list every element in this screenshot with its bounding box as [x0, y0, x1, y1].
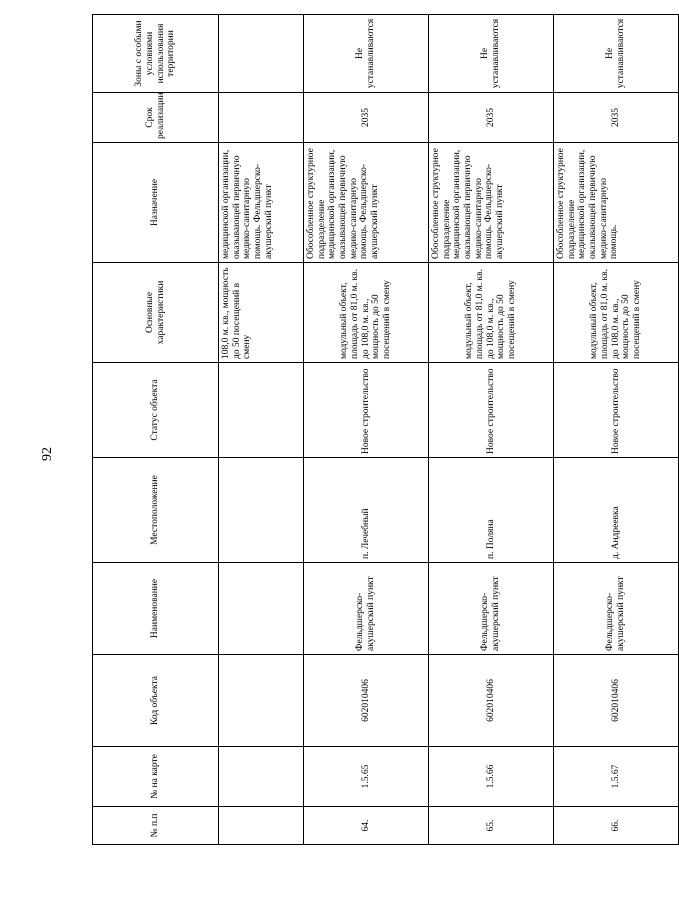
cell-empty: [219, 655, 304, 747]
cell-zones: Не устанавливаются: [429, 15, 554, 93]
header-term: Срок реализации: [93, 93, 219, 143]
cell-zones: Не устанавливаются: [554, 15, 679, 93]
table-row: [429, 15, 554, 845]
table-row: [554, 15, 679, 845]
table-frame: [92, 15, 642, 845]
cell-purpose: Обособленное структурное подразделение медицинской организации, оказывающей первичную медико-санитарную помощь. Фельдшерско-акушерский пункт: [429, 143, 554, 263]
cell-purpose: Обособленное структурное подразделение медицинской организации, оказывающей первичную медико-санитарную помощь. Фельдшерско-акушерский пункт: [304, 143, 429, 263]
cell-code: 602010406: [304, 655, 429, 747]
cell-characteristics: модульный объект, площадь от 81,0 м. кв. до 108,0 м. кв., мощность до 50 посещений в смену: [429, 263, 554, 363]
cell-empty: [219, 747, 304, 807]
table-row: [304, 15, 429, 845]
cell-status: Новое строительство: [304, 363, 429, 458]
header-characteristics: Основные характеристики: [93, 263, 219, 363]
cell-num: 65.: [429, 807, 554, 845]
cell-status: Новое строительство: [429, 363, 554, 458]
cell-empty: [219, 15, 304, 93]
cell-empty: [219, 807, 304, 845]
header-status: Статус объекта: [93, 363, 219, 458]
cell-term: 2035: [554, 93, 679, 143]
cell-term: 2035: [304, 93, 429, 143]
cell-empty: [219, 458, 304, 563]
cell-location: п. Поляна: [429, 458, 554, 563]
header-name: Наименование: [93, 563, 219, 655]
header-map-no: № на карте: [93, 747, 219, 807]
table-row-continuation: [219, 15, 304, 845]
cell-purpose: медицинской организации, оказывающей первичную медико-санитарную помощь. Фельдшерско-акушерский пункт: [219, 143, 304, 263]
table-header-row: [93, 15, 219, 845]
cell-location: п. Лечебный: [304, 458, 429, 563]
objects-table: [92, 14, 679, 845]
cell-characteristics: 108,0 м. кв., мощность до 50 посещений в смену: [219, 263, 304, 363]
header-code: Код объекта: [93, 655, 219, 747]
cell-zones: Не устанавливаются: [304, 15, 429, 93]
cell-characteristics: модульный объект, площадь от 81,0 м. кв. до 108,0 м. кв., мощность до 50 посещений в смену: [304, 263, 429, 363]
cell-empty: [219, 563, 304, 655]
cell-code: 602010406: [554, 655, 679, 747]
cell-term: 2035: [429, 93, 554, 143]
cell-num: 66.: [554, 807, 679, 845]
cell-name: Фельдшерско-акушерский пункт: [554, 563, 679, 655]
header-location: Местоположение: [93, 458, 219, 563]
cell-code: 602010406: [429, 655, 554, 747]
cell-map-no: 1.5.65: [304, 747, 429, 807]
header-purpose: Назначение: [93, 143, 219, 263]
cell-characteristics: модульный объект, площадь от 81,0 м. кв. до 108,0 м. кв., мощность до 50 посещений в смену: [554, 263, 679, 363]
cell-empty: [219, 93, 304, 143]
header-num: № п.п: [93, 807, 219, 845]
cell-purpose: Обособленное структурное подразделение медицинской организации, оказывающей первичную медико-санитарную помощь.: [554, 143, 679, 263]
cell-name: Фельдшерско-акушерский пункт: [304, 563, 429, 655]
cell-name: Фельдшерско-акушерский пункт: [429, 563, 554, 655]
cell-map-no: 1.5.67: [554, 747, 679, 807]
cell-location: д. Андреевка: [554, 458, 679, 563]
cell-num: 64.: [304, 807, 429, 845]
cell-map-no: 1.5.66: [429, 747, 554, 807]
header-zones: Зоны с особыми условиями использования территории: [93, 15, 219, 93]
page-number: 92: [40, 447, 55, 461]
cell-status: Новое строительство: [554, 363, 679, 458]
cell-empty: [219, 363, 304, 458]
